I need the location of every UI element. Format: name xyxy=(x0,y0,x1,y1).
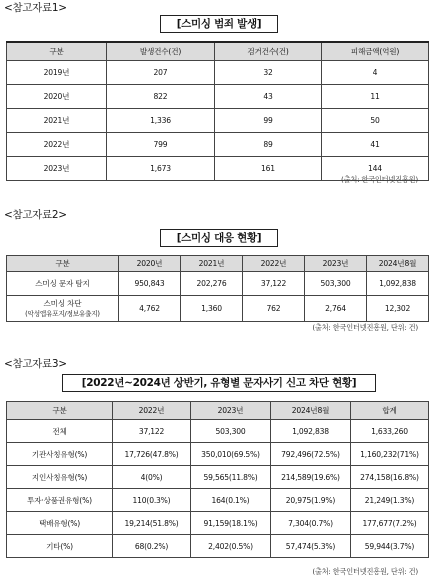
header-cell: 구분 xyxy=(7,256,119,272)
table-row xyxy=(7,443,429,466)
year-cell: 2022년 xyxy=(7,132,107,156)
table-cell: 161 xyxy=(215,156,322,180)
table-cell: 4(0%) xyxy=(113,466,191,489)
table-cell: 503,300 xyxy=(191,420,271,443)
table-title-crime: [스미싱 범죄 발생] xyxy=(160,15,278,33)
table-cell: 202,276 xyxy=(181,272,243,296)
table-row xyxy=(7,272,429,296)
table-cell: 350,010(69.5%) xyxy=(191,443,271,466)
table-cell: 11 xyxy=(322,84,429,108)
table-cell: 4 xyxy=(322,60,429,84)
table-cell: 164(0.1%) xyxy=(191,489,271,512)
table-cell: 89 xyxy=(215,132,322,156)
table-cell: 1,673 xyxy=(107,156,215,180)
header-cell: 검거건수(건) xyxy=(215,42,322,60)
table-cell: 68(0.2%) xyxy=(113,535,191,558)
source-note: (출처: 한국인터넷진흥원, 단위: 건) xyxy=(312,567,418,576)
table-cell: 762 xyxy=(243,296,305,322)
table-row xyxy=(7,108,429,132)
table-cell: 21,249(1.3%) xyxy=(351,489,429,512)
header-cell: 2023년 xyxy=(305,256,367,272)
header-cell: 2021년 xyxy=(181,256,243,272)
table-cell: 799 xyxy=(107,132,215,156)
table-cell: 37,122 xyxy=(243,272,305,296)
year-cell: 2020년 xyxy=(7,84,107,108)
row-label xyxy=(7,296,119,322)
year-cell: 2019년 xyxy=(7,60,107,84)
table-cell: 50 xyxy=(322,108,429,132)
table-cell: 59,944(3.7%) xyxy=(351,535,429,558)
header-cell: 2024년8월 xyxy=(367,256,429,272)
header-cell: 2020년 xyxy=(119,256,181,272)
table-row xyxy=(7,420,429,443)
table-cell: 91,159(18.1%) xyxy=(191,512,271,535)
table-row xyxy=(7,60,429,84)
types-table xyxy=(6,401,429,558)
table-cell: 792,496(72.5%) xyxy=(271,443,351,466)
table-cell: 32 xyxy=(215,60,322,84)
source-note: (출처: 한국인터넷진흥원) xyxy=(341,175,418,184)
header-cell: 합계 xyxy=(351,402,429,420)
table-cell: 57,474(5.3%) xyxy=(271,535,351,558)
table-cell: 17,726(47.8%) xyxy=(113,443,191,466)
table-row xyxy=(7,489,429,512)
table-row xyxy=(7,512,429,535)
table-cell: 207 xyxy=(107,60,215,84)
table-cell: 1,160,232(71%) xyxy=(351,443,429,466)
table-cell: 1,633,260 xyxy=(351,420,429,443)
row-label: 스미싱 문자 탐지 xyxy=(7,272,119,296)
row-label-line1: 스미싱 차단 xyxy=(43,298,82,308)
header-cell: 2023년 xyxy=(191,402,271,420)
row-label: 전체 xyxy=(7,420,113,443)
table-cell: 2,764 xyxy=(305,296,367,322)
table-cell: 20,975(1.9%) xyxy=(271,489,351,512)
table-row xyxy=(7,296,429,322)
table-cell: 99 xyxy=(215,108,322,132)
header-cell: 발생건수(건) xyxy=(107,42,215,60)
header-cell: 2022년 xyxy=(243,256,305,272)
table-title-response: [스미싱 대응 현황] xyxy=(160,229,278,247)
row-label: 기타(%) xyxy=(7,535,113,558)
table-cell: 2,402(0.5%) xyxy=(191,535,271,558)
table-cell: 274,158(16.8%) xyxy=(351,466,429,489)
row-label: 기관사칭유형(%) xyxy=(7,443,113,466)
table-cell: 1,360 xyxy=(181,296,243,322)
table-cell: 822 xyxy=(107,84,215,108)
table-cell: 144 xyxy=(322,156,429,180)
table-cell: 503,300 xyxy=(305,272,367,296)
table-cell: 110(0.3%) xyxy=(113,489,191,512)
table-cell: 37,122 xyxy=(113,420,191,443)
table-cell: 19,214(51.8%) xyxy=(113,512,191,535)
section-label-ref1: <참고자료1> xyxy=(4,2,67,14)
table-cell: 43 xyxy=(215,84,322,108)
row-label: 투자·상품권유형(%) xyxy=(7,489,113,512)
crime-header-row xyxy=(7,42,429,60)
table-cell: 177,677(7.2%) xyxy=(351,512,429,535)
table-row xyxy=(7,84,429,108)
section-label-ref2: <참고자료2> xyxy=(4,209,67,221)
response-table xyxy=(6,255,429,322)
row-label: 택배유형(%) xyxy=(7,512,113,535)
source-note: (출처: 한국인터넷진흥원, 단위: 건) xyxy=(312,323,418,332)
header-cell: 피해금액(억원) xyxy=(322,42,429,60)
header-cell: 구분 xyxy=(7,42,107,60)
table-cell: 7,304(0.7%) xyxy=(271,512,351,535)
table-cell: 59,565(11.8%) xyxy=(191,466,271,489)
table-row xyxy=(7,466,429,489)
header-cell: 구분 xyxy=(7,402,113,420)
section-label-ref3: <참고자료3> xyxy=(4,358,67,370)
table-title-types: [2022년~2024년 상반기, 유형별 문자사기 신고 차단 현황] xyxy=(62,374,376,392)
year-cell: 2021년 xyxy=(7,108,107,132)
table-cell: 950,843 xyxy=(119,272,181,296)
response-header-row xyxy=(7,256,429,272)
table-cell: 214,589(19.6%) xyxy=(271,466,351,489)
row-label: 지인사칭유형(%) xyxy=(7,466,113,489)
table-row xyxy=(7,535,429,558)
table-row xyxy=(7,132,429,156)
table-cell: 1,336 xyxy=(107,108,215,132)
header-cell: 2024년8월 xyxy=(271,402,351,420)
row-label-line2: (악성앱유포지/정보유출지) xyxy=(25,309,100,318)
types-header-row xyxy=(7,402,429,420)
header-cell: 2022년 xyxy=(113,402,191,420)
crime-table xyxy=(6,41,429,181)
table-cell: 41 xyxy=(322,132,429,156)
table-cell: 1,092,838 xyxy=(367,272,429,296)
year-cell: 2023년 xyxy=(7,156,107,180)
table-cell: 4,762 xyxy=(119,296,181,322)
table-cell: 1,092,838 xyxy=(271,420,351,443)
table-cell: 12,302 xyxy=(367,296,429,322)
